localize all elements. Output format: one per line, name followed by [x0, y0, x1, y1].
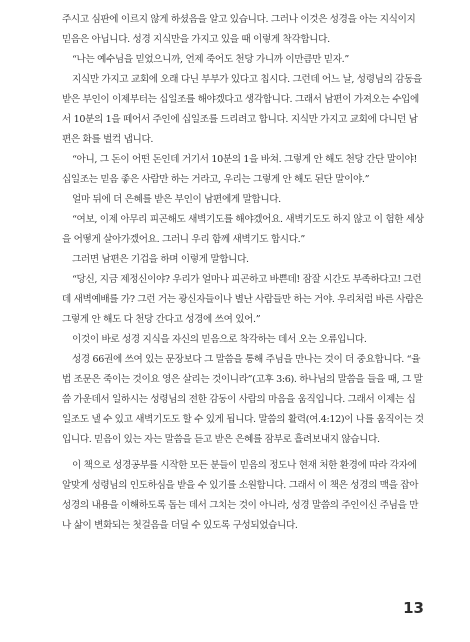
- paragraph-9: 이것이 바로 성경 지식을 자신의 믿음으로 착각하는 데서 오는 오류입니다.: [72, 334, 367, 345]
- paragraph-4-quote: “아니, 그 돈이 어떤 돈인데 거기서 10분의 1을 바쳐. 그렇게 안 해도 천당 간단 말이야! 십일조는 믿음 좋은 사람만 하는 거라고, 우리는 그렇게 안 해도 된단 말이야.”: [62, 154, 417, 185]
- paragraph-6-quote: “여보, 이제 아무리 피곤해도 새벽기도를 해야겠어요. 새벽기도도 하지 않고 이 험한 세상을 어떻게 살아가겠어요. 그러니 우리 함께 새벽기도 합시다.”: [62, 214, 424, 245]
- paragraph-7: 그러면 남편은 기겁을 하며 이렇게 말합니다.: [72, 254, 249, 265]
- paragraph-5: 얼마 뒤에 더 은혜를 받은 부인이 남편에게 말합니다.: [72, 194, 281, 205]
- body-text: [62, 10, 424, 536]
- page-number: 13: [403, 599, 424, 617]
- paragraph-8-quote: “당신, 지금 제정신이야? 우리가 얼마나 피곤하고 바쁜데! 잠잘 시간도 부족하다고! 그런데 새벽예배를 가? 그런 거는 광신자들이나 별난 사람들만 하는 거야. 우리처럼 바른 사람은 그렇게 안 해도 다 천당 간다고 성경에 쓰여 있어.”: [62, 274, 423, 325]
- paragraph-1: 주시고 심판에 이르지 않게 하셨음을 알고 있습니다. 그러나 이것은 성경을 아는 지식이지 믿음은 아닙니다. 성경 지식만을 가지고 있을 때 이렇게 착각합니다.: [62, 14, 416, 45]
- paragraph-10: 성경 66권에 쓰여 있는 문장보다 그 말씀을 통해 주님을 만나는 것이 더 중요합니다. “율법 조문은 죽이는 것이요 영은 살리는 것이니라”(고후 3:6). 하나님의 말씀을 들을 때, 그 말씀 가운데서 일하시는 성령님의 전한 감동이 사람의 마음을 움직입니다. 그래서 이제는 십일조도 낼 수 있고 새벽기도도 할 수 있게 됩니다. 말씀의 활력(여.4:12)이 나를 움직이는 것입니다. 믿음이 있는 자는 말씀을 듣고 받은 은혜를 잠부로 흘려보내지 않습니다.: [62, 354, 424, 445]
- paragraph-11: 이 책으로 성경공부를 시작한 모든 분들이 믿음의 정도나 현재 처한 환경에 따라 각자에 알맞게 성령님의 인도하심을 받을 수 있기를 소원합니다. 그래서 이 책은 성경의 맥을 잡아 성경의 내용을 이해하도록 돕는 데서 그치는 것이 아니라, 성경 말씀의 주인이신 주님을 만나 삶이 변화되는 첫걸음을 더딜 수 있도록 구성되었습니다.: [62, 460, 419, 531]
- paragraph-3: 지식만 가지고 교회에 오래 다닌 부부가 있다고 칩시다. 그런데 어느 날, 성령님의 감동을 받은 부인이 이제부터는 십일조를 해야겠다고 생각합니다. 그래서 남편이 가져오는 수입에서 10분의 1을 떼어서 주인에 십일조를 드리려고 합니다. 지식만 가지고 교회에 다니던 남편은 화를 벌컥 냅니다.: [62, 74, 422, 145]
- paragraph-2-quote: “나는 예수님을 믿었으니까, 언제 죽어도 천당 가니까 이만큼만 믿자.”: [72, 54, 349, 65]
